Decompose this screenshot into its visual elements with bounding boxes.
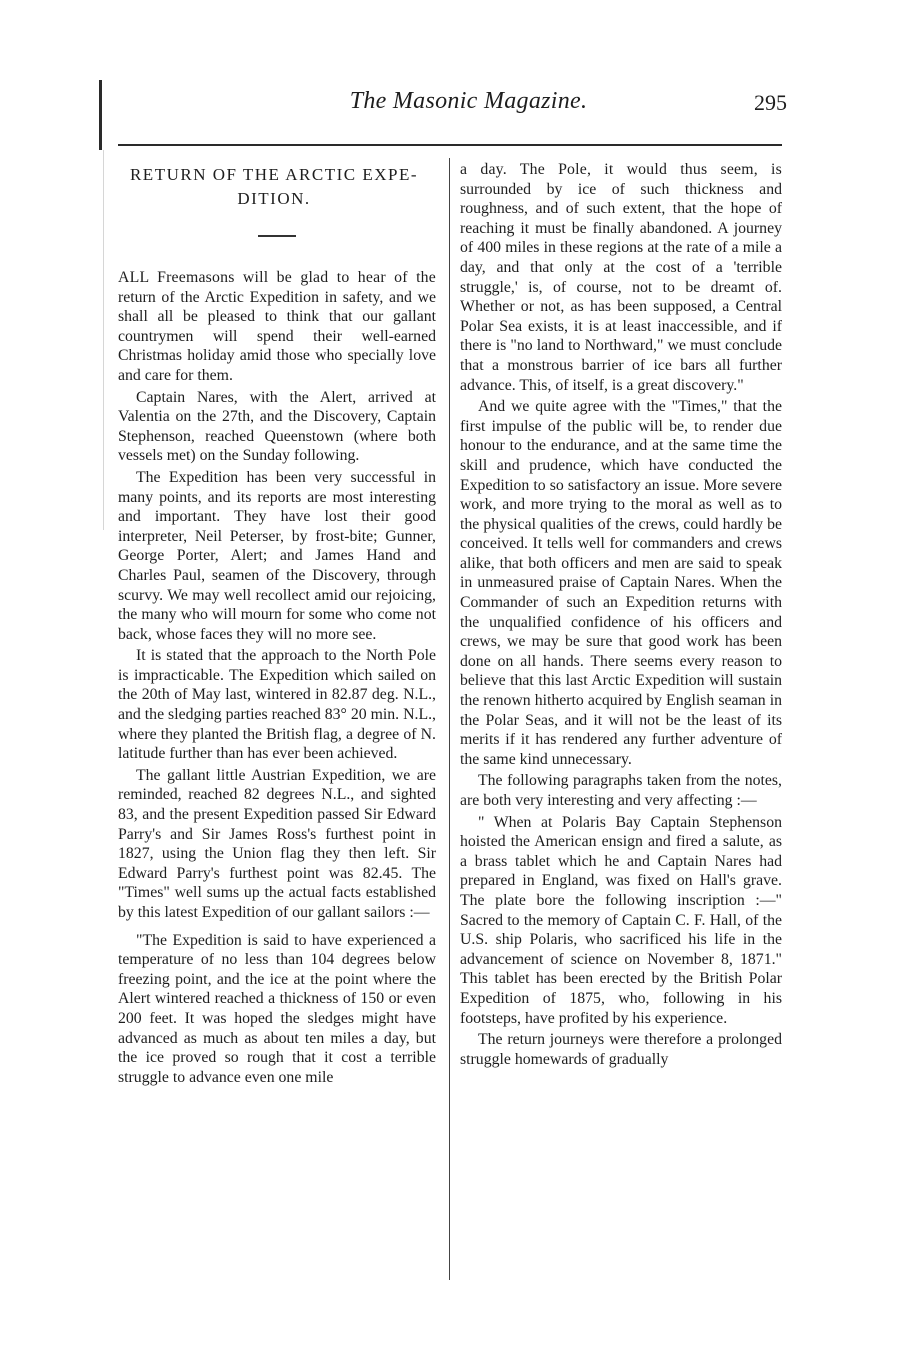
paragraph: And we quite agree with the "Times," that the first impulse of the public will be, to render due honour to the endurance, and at the same time the skill and prudence, which have conducted the Expedition to so satisfactory an issue. More severe work, and more trying to the moral as well as to the physical qualities of the crews, could hardly be conceived. It tells well for commanders and crews alike, that both officers and men are said to speak in unmeasured praise of Captain Nares. When the Commander of such an Expedition returns with the unqualified confidence of his officers and crews, we may be sure that good work has been done on all hands. There seems every reason to believe that this last Arctic Expedition will sustain the renown hitherto acquired by English seaman in the Polar Seas, and it will not be the least of its merits if it has rendered any further adventure of the same kind unnecessary. <box>460 398 782 768</box>
paragraph: ALL Freemasons will be glad to hear of the return of the Arctic Expedition in safety, and we shall all be pleased to think that our gallant countrymen will spend their well-earned Christmas holiday amid those who specially love and care for them. <box>118 269 436 384</box>
running-head <box>0 88 907 128</box>
paragraph: The gallant little Austrian Expedition, we are reminded, reached 82 degrees N.L., and sighted 83, and the present Expedition passed Sir Edward Parry's and Sir James Ross's furthest point in 1827, using the Union flag they then left. Sir Edward Parry's furthest point was 82.45. The "Times" well sums up the actual facts established by this latest Expedition of our gallant sailors :— <box>118 766 436 921</box>
magazine-title: The Masonic Magazine. <box>349 88 588 114</box>
quoted-paragraph: "The Expedition is said to have experienced a temperature of no less than 104 degrees below freezing point, and the ice at the point where the Alert wintered reached a thickness of 150 or even 200 feet. It was hoped the sledges might have advanced as much as about ten miles a day, but the ice proved so rough that it cost a terrible struggle to advance even one mile <box>118 931 436 1086</box>
page-gutter-shadow <box>103 150 104 530</box>
right-column <box>460 160 782 1069</box>
paragraph: a day. The Pole, it would thus seem, is surrounded by ice of such thickness and roughness, and of such extent, that the hope of reaching it must be finally abandoned. A journey of 400 miles in these regions at the rate of a mile a day, and that only at the cost of a 'terrible struggle,' is, of course, not to be dreamt of. Whether or not, as has been supposed, a Central Polar Sea exists, it is at least inaccessible, and if there is "no land to Northward," we must conclude that a monstrous barrier of ice bars all further advance. This, of itself, is a great discovery." <box>460 161 782 394</box>
paragraph: It is stated that the approach to the North Pole is impracticable. The Expedition which sailed on the 20th of May last, wintered in 82.87 deg. N.L., and the sledging parties reached 83° 20 min. N.L., where they planted the British flag, a degree of N. latitude further than has ever been achieved. <box>118 647 436 763</box>
paragraph: The return journeys were therefore a prolonged struggle homewards of gradually <box>460 1031 782 1068</box>
column-divider <box>449 158 450 1280</box>
page-number: 295 <box>754 90 787 115</box>
left-column <box>118 160 436 1087</box>
quoted-paragraph: " When at Polaris Bay Captain Stephenson hoisted the American ensign and fired a salute, as a brass tablet which he and Captain Nares had prepared in England, was fixed on Hall's grave. The plate bore the following inscription :—" Sacred to the memory of Captain C. F. Hall, of the U.S. ship Polaris, who sacrificed his life in the advancement of science on November 8, 1871." This tablet has been erected by the British Polar Expedition of 1875, who, following in his footsteps, have profited by his experience. <box>460 813 782 1027</box>
article-title: RETURN OF THE ARCTIC EXPE-DITION. <box>129 165 419 208</box>
title-rule <box>258 235 296 237</box>
paragraph: The following paragraphs taken from the notes, are both very interesting and very affecting :— <box>460 772 782 809</box>
paragraph: Captain Nares, with the Alert, arrived at Valentia on the 27th, and the Discovery, Captain Stephenson, reached Queenstown (where both vessels met) on the Sunday following. <box>118 388 436 465</box>
paragraph: The Expedition has been very successful in many points, and its reports are most interesting and important. They have lost their good interpreter, Neil Peterser, by frost-bite; Gunner, George Porter, Alert; and James Hand and Charles Paul, seamen of the Discovery, through scurvy. We may well recollect amid our rejoicing, the many who will mourn for some who come not back, whose faces they will no more see. <box>118 468 436 643</box>
header-rule <box>118 144 782 146</box>
